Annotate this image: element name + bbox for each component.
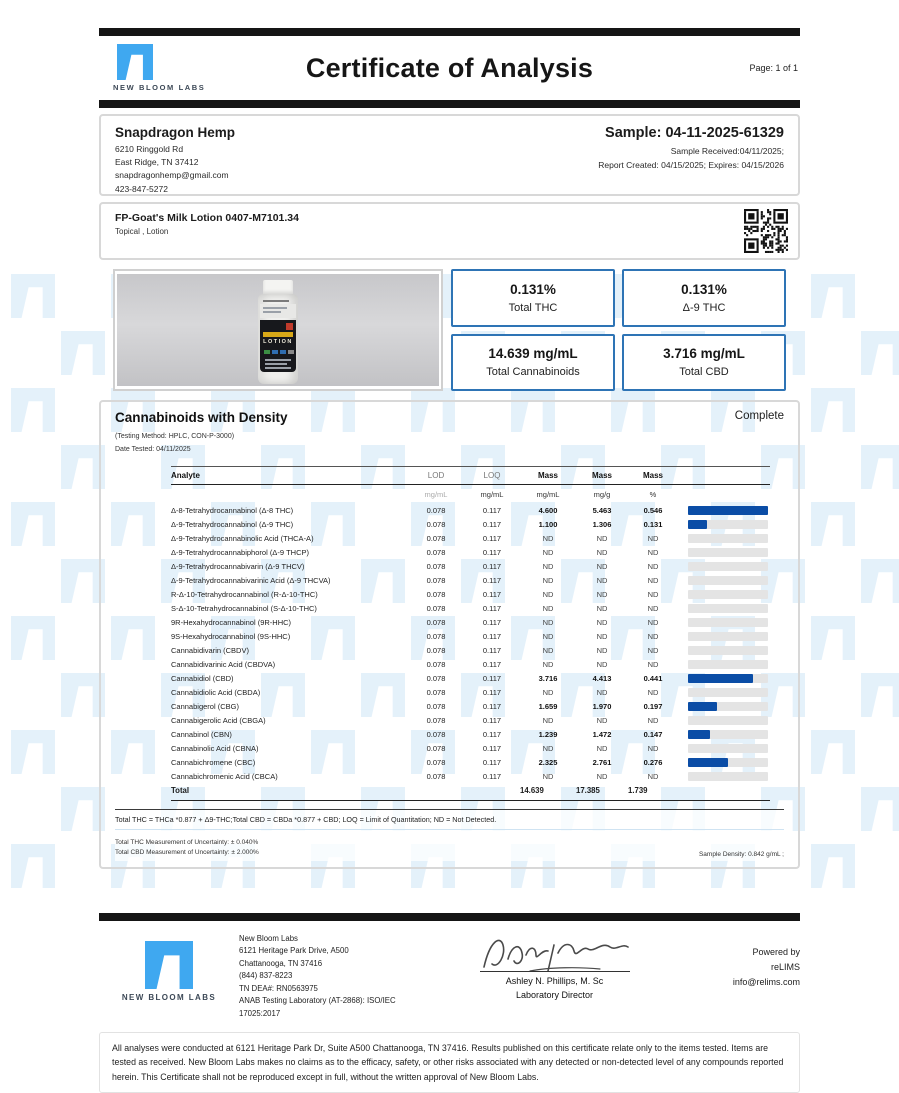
- new-bloom-labs-logo-icon: [140, 941, 198, 989]
- lab-address-line: ANAB Testing Laboratory (AT-2868): ISO/IEC: [239, 996, 396, 1006]
- table-total-row: Total 14.639 17.385 1.739: [171, 786, 648, 796]
- total-thc-value: 0.131%: [510, 281, 556, 297]
- total-cbd-value: 3.716 mg/mL: [663, 346, 745, 362]
- total-thc-label: Total THC: [508, 301, 558, 314]
- product-photo: [117, 274, 439, 386]
- table-header-row: [171, 466, 770, 485]
- qr-code: [744, 209, 788, 253]
- footer: [99, 931, 800, 1020]
- lab-address-line: New Bloom Labs: [239, 933, 298, 943]
- table-row: 9R-Hexahydrocannabinol (9R-HHC) 0.078 0.117 ND ND ND: [171, 615, 770, 629]
- result-bar: [678, 590, 770, 599]
- header-divider-bar: [99, 100, 800, 108]
- disclaimer-text: All analyses were conducted at 6121 Heritage Park Dr, Suite A500 Chattanooga, TN 37416. Results published on this certificate relate only to the items tested. Items are tested as received. New Bloom Labs makes no claims as to the efficacy, safety, or other risks associated with any detected or non-detected level of any compounds reported herein. This Certificate shall not be reproduced except in full, without the written approval of New Bloom Labs.: [99, 1032, 800, 1093]
- footer-lab-logo: [99, 931, 239, 1002]
- client-name: Snapdragon Hemp: [115, 125, 236, 140]
- product-photo-box: [113, 269, 443, 391]
- table-row: Cannabidiolic Acid (CBDA) 0.078 0.117 ND ND ND: [171, 685, 770, 699]
- total-cbd-card: [622, 334, 786, 392]
- lab-logo: [99, 44, 229, 92]
- summary-section: [113, 269, 786, 391]
- sample-density: Sample Density: 0.842 g/mL ;: [698, 850, 784, 858]
- client-address-line1: 6210 Ringgold Rd: [115, 144, 184, 154]
- delta9-thc-card: [622, 269, 786, 327]
- table-row: Cannabinol (CBN) 0.078 0.117 1.239 1.472 0.147: [171, 727, 770, 741]
- panel-title: Cannabinoids with Density: [115, 410, 288, 425]
- lab-address-line: TN DEA#: RN0563975: [239, 983, 318, 993]
- total-cannabinoids-label: Total Cannabinoids: [486, 366, 580, 379]
- result-bar: [678, 716, 770, 725]
- table-row: Cannabigerolic Acid (CBGA) 0.078 0.117 ND ND ND: [171, 713, 770, 727]
- result-bar: [678, 506, 770, 515]
- lab-address-line: 17025:2017: [239, 1008, 281, 1018]
- summary-cards: [451, 269, 786, 391]
- result-bar: [678, 520, 770, 529]
- powered-by-email: info@relims.com: [732, 977, 800, 988]
- table-row: Cannabidiol (CBD) 0.078 0.117 3.716 4.413 0.441: [171, 671, 770, 685]
- bottle-label: LOTION: [260, 320, 296, 372]
- result-bar: [678, 548, 770, 557]
- new-bloom-labs-logo-icon: [113, 44, 157, 80]
- lab-address-line: Chattanooga, TN 37416: [239, 958, 323, 968]
- powered-by-block: [670, 931, 800, 991]
- signer-title: Laboratory Director: [515, 989, 594, 1000]
- panel-status: Complete: [734, 410, 784, 422]
- cannabinoids-table: [171, 466, 770, 801]
- table-units-row: mg/mL mg/mL mg/mL mg/g %: [424, 489, 657, 499]
- col-lod: LOD: [427, 471, 445, 481]
- result-bar: [678, 730, 770, 739]
- result-bar: [678, 744, 770, 753]
- top-divider-bar: [99, 28, 800, 36]
- cbd-uncertainty: Total CBD Measurement of Uncertainty: ± 2.000%: [115, 848, 259, 856]
- result-bar: [678, 660, 770, 669]
- signature-image: [470, 931, 640, 975]
- result-bar: [678, 674, 770, 683]
- result-bar: [678, 758, 770, 767]
- table-row: Δ-9-Tetrahydrocannabinolic Acid (THCA-A) 0.078 0.117 ND ND ND: [171, 531, 770, 545]
- result-bar: [678, 702, 770, 711]
- lotion-bottle-image: [258, 280, 298, 384]
- page-number: Page: 1 of 1: [749, 63, 798, 73]
- lab-address-line: 6121 Heritage Park Drive, A500: [239, 946, 349, 956]
- result-bar: [678, 646, 770, 655]
- signer-name: Ashley N. Phillips, M. Sc: [505, 975, 604, 986]
- thc-uncertainty: Total THC Measurement of Uncertainty: ± 0.040%: [115, 839, 259, 847]
- page-title: Certificate of Analysis: [305, 52, 594, 83]
- cannabinoids-panel: [99, 400, 800, 869]
- table-row: S-Δ-10-Tetrahydrocannabinol (S-Δ-10-THC) 0.078 0.117 ND ND ND: [171, 601, 770, 615]
- table-row: 9S-Hexahydrocannabinol (9S-HHC) 0.078 0.117 ND ND ND: [171, 629, 770, 643]
- result-bar: [678, 688, 770, 697]
- result-bar: [678, 772, 770, 781]
- table-row: Δ-8-Tetrahydrocannabinol (Δ-8 THC) 0.078 0.117 4.600 5.463 0.546: [171, 503, 770, 517]
- table-body: [171, 503, 770, 783]
- footer-divider-bar: [99, 913, 800, 921]
- result-bar: [678, 618, 770, 627]
- client-address-line2: East Ridge, TN 37412: [115, 157, 199, 168]
- sample-id: Sample: 04-11-2025-61329: [605, 125, 784, 141]
- date-tested: Date Tested: 04/11/2025: [115, 445, 191, 453]
- table-row: Cannabidivarin (CBDV) 0.078 0.117 ND ND ND: [171, 643, 770, 657]
- footer-lab-logo-text: NEW BLOOM LABS: [121, 992, 217, 1002]
- table-row: Cannabichromene (CBC) 0.078 0.117 2.325 2.761 0.276: [171, 755, 770, 769]
- client-phone: 423-847-5272: [115, 183, 168, 194]
- table-row: Cannabichromenic Acid (CBCA) 0.078 0.117 ND ND ND: [171, 769, 770, 783]
- signature-line: [480, 971, 630, 972]
- col-mass-mgml: Mass: [537, 471, 558, 481]
- powered-by-label: Powered by: [752, 946, 800, 957]
- product-type: Topical , Lotion: [115, 227, 169, 236]
- certificate-page: [54, 28, 845, 1082]
- delta9-thc-label: Δ-9 THC: [682, 301, 726, 314]
- lab-address-block: [239, 931, 439, 1020]
- total-cannabinoids-card: [451, 334, 615, 392]
- table-row: Cannabigerol (CBG) 0.078 0.117 1.659 1.970 0.197: [171, 699, 770, 713]
- footnotes: [115, 809, 784, 861]
- client-info-box: [99, 114, 800, 196]
- table-row: Δ-9-Tetrahydrocannabivarinic Acid (Δ-9 THCVA) 0.078 0.117 ND ND ND: [171, 573, 770, 587]
- col-analyte: Analyte: [171, 471, 200, 481]
- client-email: snapdragonhemp@gmail.com: [115, 170, 229, 181]
- sample-info: [598, 125, 784, 184]
- product-info-box: [99, 202, 800, 260]
- signature-block: [439, 931, 670, 1000]
- client-info: [115, 125, 236, 194]
- delta9-thc-value: 0.131%: [681, 281, 727, 297]
- col-mass-mgg: Mass: [591, 471, 612, 481]
- table-row: R-Δ-10-Tetrahydrocannabinol (R-Δ-10-THC) 0.078 0.117 ND ND ND: [171, 587, 770, 601]
- table-row: Cannabinolic Acid (CBNA) 0.078 0.117 ND ND ND: [171, 741, 770, 755]
- col-loq: LOQ: [483, 471, 501, 481]
- table-row: Cannabidivarinic Acid (CBDVA) 0.078 0.117 ND ND ND: [171, 657, 770, 671]
- table-row: Δ-9-Tetrahydrocannabiphorol (Δ-9 THCP) 0.078 0.117 ND ND ND: [171, 545, 770, 559]
- total-cbd-label: Total CBD: [679, 366, 729, 379]
- result-bar: [678, 632, 770, 641]
- col-mass-pct: Mass: [642, 471, 663, 481]
- powered-by-name: reLIMS: [770, 961, 800, 972]
- result-bar: [678, 604, 770, 613]
- total-thc-card: [451, 269, 615, 327]
- table-row: Δ-9-Tetrahydrocannabivarin (Δ-9 THCV) 0.078 0.117 ND ND ND: [171, 559, 770, 573]
- result-bar: [678, 562, 770, 571]
- lab-address-line: (844) 837-8223: [239, 971, 293, 981]
- lab-logo-text: NEW BLOOM LABS: [113, 83, 206, 92]
- calculation-formula: Total THC = THCa *0.877 + Δ9-THC;Total CBD = CBDa *0.877 + CBD; LOQ = Limit of Quantitation; ND = Not Detected.: [115, 815, 784, 830]
- header: [99, 40, 800, 96]
- total-cannabinoids-value: 14.639 mg/mL: [488, 346, 578, 362]
- testing-method: (Testing Method: HPLC, CON-P-3000): [115, 433, 235, 440]
- table-row: Δ-9-Tetrahydrocannabinol (Δ-9 THC) 0.078 0.117 1.100 1.306 0.131: [171, 517, 770, 531]
- product-name: FP-Goat's Milk Lotion 0407-M7101.34: [115, 212, 299, 224]
- result-bar: [678, 576, 770, 585]
- sample-received-date: Sample Received:04/11/2025;: [670, 146, 784, 156]
- result-bar: [678, 534, 770, 543]
- report-created-date: Report Created: 04/15/2025; Expires: 04/15/2026: [598, 159, 784, 170]
